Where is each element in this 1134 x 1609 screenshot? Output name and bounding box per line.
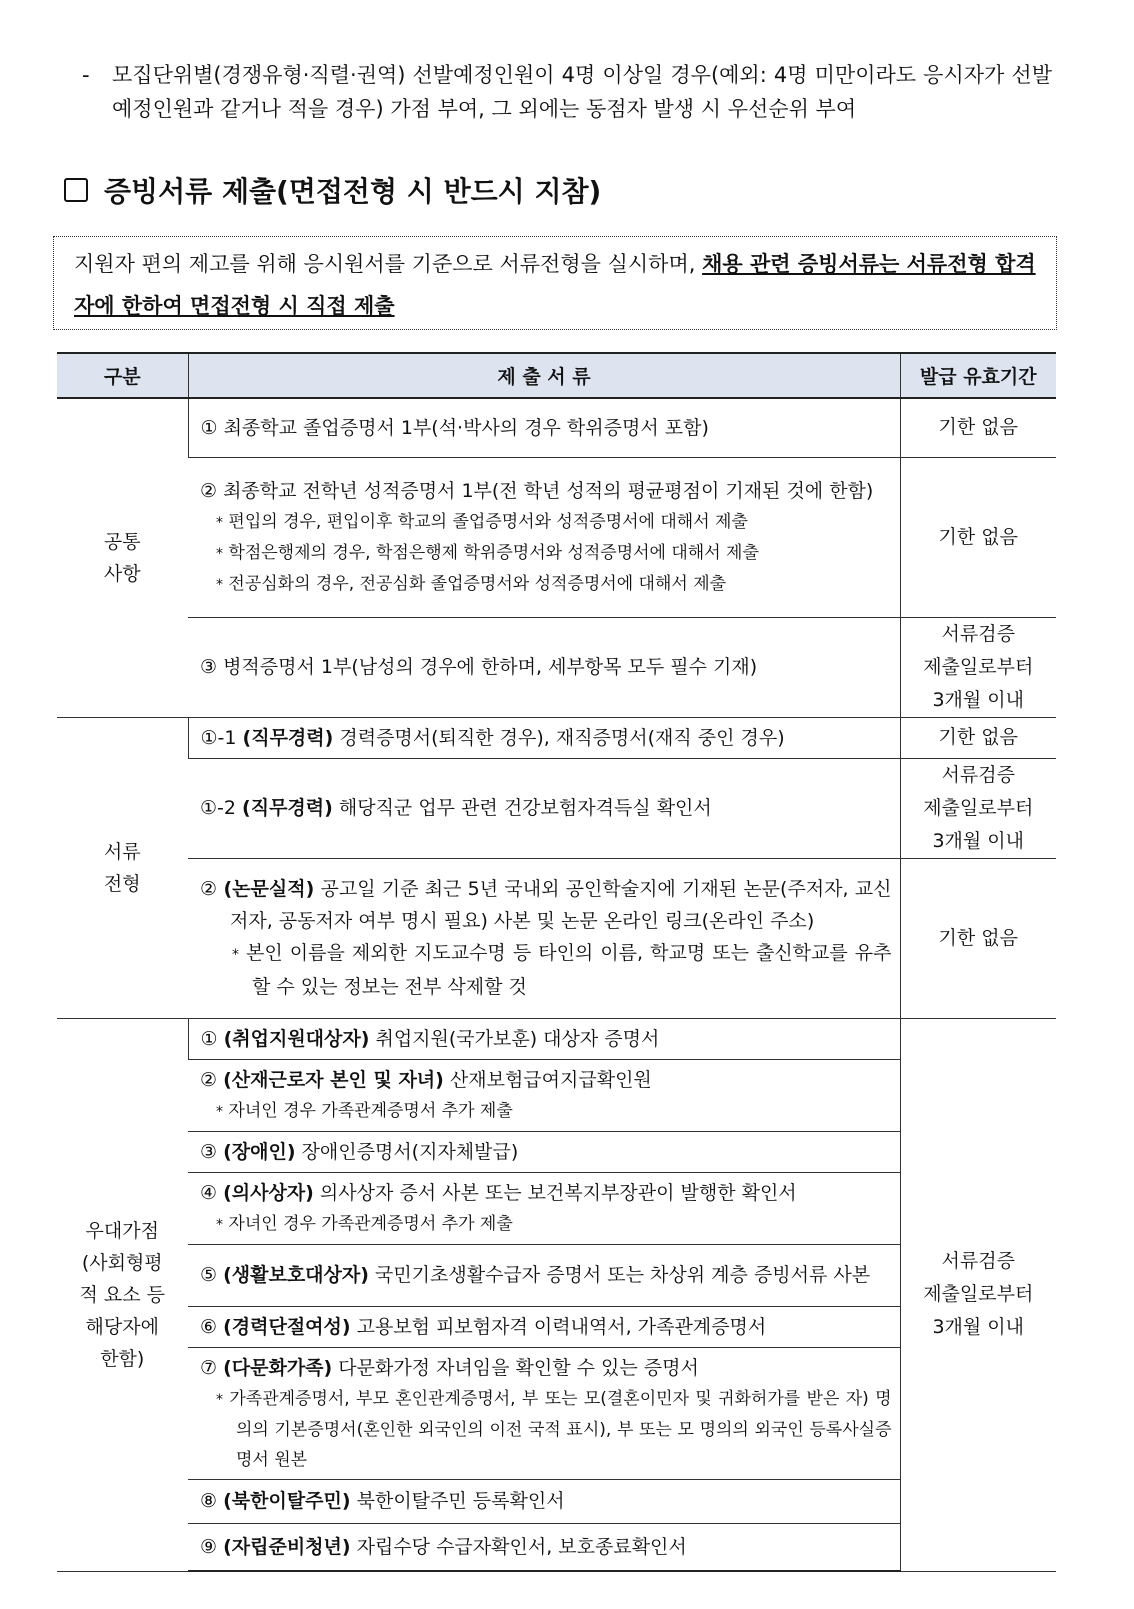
common-item-2: ② 최종학교 전학년 성적증명서 1부(전 학년 성적의 평균평점이 기재된 것에 한함) * 편입의 경우, 편입이후 학교의 졸업증명서와 성적증명서에 대해서 제출 * 학점은행제의 경우, 학점은행제 학위증명서와 성적증명서에 대해서 제출 * 전공심화의 경우, 전공심화 졸업증명서와 성적증명서에 대해서 제출 (188, 457, 900, 617)
documents-table (57, 352, 1056, 1572)
bonus-item-3: ③ (장애인) 장애인증명서(지자체발급) (188, 1131, 900, 1172)
bonus-item-9: ⑨ (자립준비청년) 자립수당 수급자확인서, 보호종료확인서 (188, 1523, 900, 1571)
bonus-item-1: ① (취업지원대상자) 취업지원(국가보훈) 대상자 증명서 (188, 1018, 900, 1059)
validity-cell: 기한 없음 (900, 858, 1056, 1018)
intro-text: 모집단위별(경쟁유형·직렬·권역) 선발예정인원이 4명 이상일 경우(예외: 4명 미만이라도 응시자가 선발예정인원과 같거나 적을 경우) 가점 부여, 그 외에는 동점자 발생 시 우선순위 부여 (112, 63, 1052, 121)
category-bonus: 우대가점 (사회형평 적 요소 등 해당자에 한함) (57, 1018, 188, 1571)
section-heading (64, 170, 601, 210)
validity-cell: 기한 없음 (900, 457, 1056, 617)
notice-emphasis: 채용 관련 증빙서류는 서류전형 합격자에 한하여 면접전형 시 직접 제출 (74, 252, 1036, 318)
note-line: * 학점은행제의 경우, 학점은행제 학위증명서와 성적증명서에 대해서 제출 (216, 542, 759, 563)
table-row (57, 457, 1056, 617)
notice-box (53, 236, 1057, 330)
category-common: 공통 사항 (57, 398, 188, 717)
validity-cell: 기한 없음 (900, 717, 1056, 758)
screening-item-1-1: ①-1 (직무경력) 경력증명서(퇴직한 경우), 재직증명서(재직 중인 경우) (188, 717, 900, 758)
dash-marker: - (82, 63, 90, 87)
note-line: * 자녀인 경우 가족관계증명서 추가 제출 (216, 1100, 513, 1121)
table-row (57, 717, 1056, 758)
note-line: * 편입의 경우, 편입이후 학교의 졸업증명서와 성적증명서에 대해서 제출 (216, 511, 748, 532)
note-line: * 본인 이름을 제외한 지도교수명 등 타인의 이름, 학교명 또는 출신학교를 유추할 수 있는 정보는 전부 삭제할 것 (232, 942, 892, 998)
note-line: * 전공심화의 경우, 전공심화 졸업증명서와 성적증명서에 대해서 제출 (216, 573, 727, 594)
screening-item-2: ② (논문실적) 공고일 기준 최근 5년 국내외 공인학술지에 기재된 논문(주저자, 교신저자, 공동저자 여부 명시 필요) 사본 및 논문 온라인 링크(온라인 주소) * 본인 이름을 제외한 지도교수명 등 타인의 이름, 학교명 또는 출신학교를 유추할 수 있는 정보는 전부 삭제할 것 (188, 858, 900, 1018)
header-validity: 발급 유효기간 (900, 353, 1056, 398)
validity-cell: 기한 없음 (900, 398, 1056, 457)
table-row (57, 398, 1056, 457)
validity-cell: 서류검증 제출일로부터 3개월 이내 (900, 617, 1056, 717)
notice-plain: 지원자 편의 제고를 위해 응시원서를 기준으로 서류전형을 실시하며, (74, 252, 696, 276)
table-row (57, 617, 1056, 717)
common-item-1: ① 최종학교 졸업증명서 1부(석·박사의 경우 학위증명서 포함) (188, 398, 900, 457)
category-screening: 서류 전형 (57, 717, 188, 1018)
section-title: 증빙서류 제출(면접전형 시 반드시 지참) (104, 175, 602, 208)
bonus-item-2: ② (산재근로자 본인 및 자녀) 산재보험급여지급확인원 * 자녀인 경우 가족관계증명서 추가 제출 (188, 1059, 900, 1131)
table-header-row (57, 353, 1056, 398)
validity-cell: 서류검증 제출일로부터 3개월 이내 (900, 1018, 1056, 1571)
table-row (57, 758, 1056, 858)
common-item-3: ③ 병적증명서 1부(남성의 경우에 한하며, 세부항목 모두 필수 기재) (188, 617, 900, 717)
header-category: 구분 (57, 353, 188, 398)
checkbox-square-icon (64, 178, 88, 202)
bonus-item-5: ⑤ (생활보호대상자) 국민기초생활수급자 증명서 또는 차상위 계층 증빙서류 사본 (188, 1244, 900, 1306)
screening-item-1-2: ①-2 (직무경력) 해당직군 업무 관련 건강보험자격득실 확인서 (188, 758, 900, 858)
table-row (57, 1018, 1056, 1059)
bonus-item-8: ⑧ (북한이탈주민) 북한이탈주민 등록확인서 (188, 1479, 900, 1523)
intro-bullet (82, 58, 1052, 126)
note-line: * 자녀인 경우 가족관계증명서 추가 제출 (216, 1213, 513, 1234)
bonus-item-4: ④ (의사상자) 의사상자 증서 사본 또는 보건복지부장관이 발행한 확인서 * 자녀인 경우 가족관계증명서 추가 제출 (188, 1172, 900, 1244)
table-row (57, 858, 1056, 1018)
bonus-item-6: ⑥ (경력단절여성) 고용보험 피보험자격 이력내역서, 가족관계증명서 (188, 1306, 900, 1347)
bonus-item-7: ⑦ (다문화가족) 다문화가정 자녀임을 확인할 수 있는 증명서 * 가족관계증명서, 부모 혼인관계증명서, 부 또는 모(결혼이민자 및 귀화허가를 받은 자) 명의의 기본증명서(혼인한 외국인의 이전 국적 표시), 부 또는 모 명의의 외국인 등록사실증명서 원본 (188, 1347, 900, 1479)
header-documents: 제 출 서 류 (188, 353, 900, 398)
validity-cell: 서류검증 제출일로부터 3개월 이내 (900, 758, 1056, 858)
note-line: * 가족관계증명서, 부모 혼인관계증명서, 부 또는 모(결혼이민자 및 귀화허가를 받은 자) 명의의 기본증명서(혼인한 외국인의 이전 국적 표시), 부 또는 모 명의의 외국인 등록사실증명서 원본 (216, 1388, 892, 1470)
